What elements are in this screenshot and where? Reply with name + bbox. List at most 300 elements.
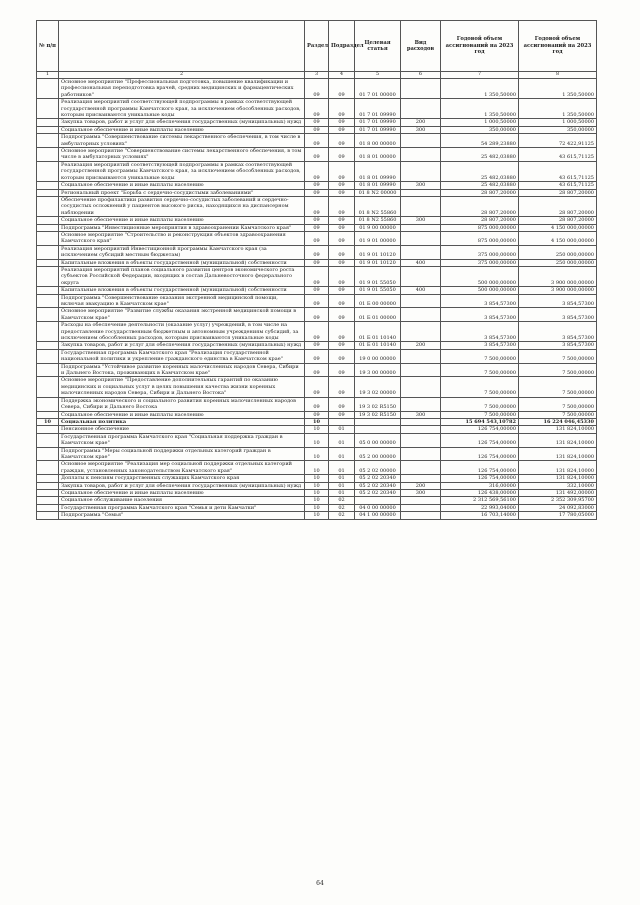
row-target-code: 01 7 01 09990	[355, 99, 401, 119]
row-number	[37, 489, 59, 496]
row-amount-2023: 500 000,00000	[441, 266, 519, 286]
row-amount-2023: 126 754,00000	[441, 433, 519, 447]
row-vid: 300	[401, 126, 441, 133]
row-vid	[401, 475, 441, 482]
table-row	[37, 217, 597, 224]
row-amount-2024: 250 000,00000	[519, 245, 597, 259]
row-amount-2024: 43 615,71125	[519, 182, 597, 189]
row-vid	[401, 231, 441, 245]
table-row	[37, 99, 597, 119]
row-podrazdel: 09	[329, 397, 355, 411]
row-amount-2023: 25 482,03880	[441, 148, 519, 162]
row-amount-2023: 1 000,50000	[441, 119, 519, 126]
col-header-razdel: Раздел	[305, 21, 329, 72]
row-razdel: 10	[305, 512, 329, 519]
row-podrazdel: 09	[329, 148, 355, 162]
row-name: Реализация мероприятий планов социального развития центров экономического роста субъектов Российской Федерации, входящих в состав Дальневосточного федерального округа	[59, 266, 305, 286]
row-amount-2023: 25 482,03880	[441, 161, 519, 181]
row-name: Закупка товаров, работ и услуг для обеспечения государственных (муниципальных) нужд	[59, 482, 305, 489]
row-podrazdel: 09	[329, 217, 355, 224]
table-row	[37, 148, 597, 162]
table-row	[37, 411, 597, 418]
row-vid	[401, 189, 441, 196]
table-row	[37, 512, 597, 519]
row-vid	[401, 99, 441, 119]
row-podrazdel: 09	[329, 349, 355, 363]
row-target-code: 05 2 02 20340	[355, 489, 401, 496]
row-number	[37, 512, 59, 519]
row-amount-2023: 126 754,00000	[441, 447, 519, 461]
table-row	[37, 182, 597, 189]
row-podrazdel: 09	[329, 245, 355, 259]
row-podrazdel: 09	[329, 294, 355, 308]
row-target-code: 01 Б 00 00000	[355, 294, 401, 308]
row-name: Капитальные вложения в объекты государственной (муниципальной) собственности	[59, 287, 305, 294]
row-target-code: 05 2 02 00000	[355, 461, 401, 475]
row-number	[37, 161, 59, 181]
row-razdel: 09	[305, 134, 329, 148]
row-podrazdel	[329, 418, 355, 425]
row-target-code: 01 9 01 55050	[355, 287, 401, 294]
table-row	[37, 482, 597, 489]
row-amount-2024: 28 807,20000	[519, 189, 597, 196]
row-name: Подпрограмма "Устойчивое развитие коренных малочисленных народов Севера, Сибири и Дальнего Востока, проживающих в Камчатском крае"	[59, 363, 305, 377]
row-podrazdel: 09	[329, 322, 355, 342]
row-amount-2024: 7 500,00000	[519, 411, 597, 418]
row-number	[37, 196, 59, 216]
row-vid: 400	[401, 259, 441, 266]
row-amount-2023: 875 000,00000	[441, 231, 519, 245]
row-amount-2023: 15 694 543,10782	[441, 418, 519, 425]
row-podrazdel: 09	[329, 377, 355, 397]
row-podrazdel: 02	[329, 504, 355, 511]
budget-table	[36, 20, 597, 520]
row-amount-2023: 1 350,50000	[441, 79, 519, 99]
row-amount-2023: 7 500,00000	[441, 397, 519, 411]
row-number	[37, 182, 59, 189]
row-name: Региональный проект "Борьба с сердечно-сосудистыми заболеваниями"	[59, 189, 305, 196]
table-row	[37, 287, 597, 294]
table-row	[37, 342, 597, 349]
row-razdel: 10	[305, 418, 329, 425]
row-target-code: 01 9 00 00000	[355, 224, 401, 231]
row-amount-2024: 2 352 309,95700	[519, 497, 597, 504]
row-amount-2024: 3 854,57300	[519, 322, 597, 342]
table-row	[37, 308, 597, 322]
row-razdel: 09	[305, 308, 329, 322]
row-vid: 300	[401, 182, 441, 189]
row-amount-2023: 375 000,00000	[441, 245, 519, 259]
row-name: Основное мероприятие "Строительство и реконструкция объектов здравоохранения Камчатского края"	[59, 231, 305, 245]
row-amount-2024: 131 824,10000	[519, 461, 597, 475]
row-amount-2023: 500 000,00000	[441, 287, 519, 294]
table-row	[37, 189, 597, 196]
row-name: Подпрограмма "Меры социальной поддержки отдельных категорий граждан в Камчатском крае"	[59, 447, 305, 461]
row-podrazdel: 01	[329, 426, 355, 433]
row-amount-2023: 875 000,00000	[441, 224, 519, 231]
col-header-2024: Годовой объем ассигнований на 2023 год	[519, 21, 597, 72]
row-amount-2023: 25 482,03880	[441, 182, 519, 189]
row-vid	[401, 497, 441, 504]
row-razdel: 09	[305, 397, 329, 411]
row-razdel: 09	[305, 363, 329, 377]
row-target-code	[355, 497, 401, 504]
row-number	[37, 342, 59, 349]
row-number	[37, 377, 59, 397]
row-amount-2023: 7 500,00000	[441, 411, 519, 418]
row-razdel: 09	[305, 231, 329, 245]
row-name: Реализация мероприятий соответствующей подпрограммы в рамках соответствующей государственной программы Камчатского края, за исключением обособленных расходов, которым присваиваются уникальные коды	[59, 161, 305, 181]
col-header-target: Целевая статья	[355, 21, 401, 72]
row-razdel: 10	[305, 482, 329, 489]
row-podrazdel: 01	[329, 461, 355, 475]
row-number	[37, 126, 59, 133]
row-name: Реализация мероприятий Инвестиционной программы Камчатского края (за исключением субсидий местным бюджетам)	[59, 245, 305, 259]
table-row	[37, 377, 597, 397]
row-podrazdel: 01	[329, 475, 355, 482]
table-row	[37, 126, 597, 133]
column-index: 3	[305, 72, 329, 79]
row-amount-2024: 250 000,00000	[519, 259, 597, 266]
row-podrazdel: 09	[329, 196, 355, 216]
row-amount-2023: 3 854,57300	[441, 322, 519, 342]
table-row	[37, 489, 597, 496]
table-row	[37, 504, 597, 511]
row-number	[37, 504, 59, 511]
row-amount-2024: 1 350,50000	[519, 79, 597, 99]
row-amount-2024: 43 615,71125	[519, 161, 597, 181]
table-row	[37, 497, 597, 504]
row-number	[37, 349, 59, 363]
row-razdel: 09	[305, 161, 329, 181]
row-vid	[401, 134, 441, 148]
row-name: Социальное обеспечение и иные выплаты населению	[59, 126, 305, 133]
row-razdel: 09	[305, 126, 329, 133]
row-number	[37, 411, 59, 418]
row-vid: 400	[401, 287, 441, 294]
row-number: 10	[37, 418, 59, 425]
row-podrazdel: 09	[329, 231, 355, 245]
row-vid	[401, 349, 441, 363]
row-vid	[401, 266, 441, 286]
row-amount-2024: 1 000,50000	[519, 119, 597, 126]
row-name: Государственная программа Камчатского края "Семья и дети Камчатки"	[59, 504, 305, 511]
column-index: 5	[355, 72, 401, 79]
row-amount-2024: 7 500,00000	[519, 397, 597, 411]
row-name: Пенсионное обеспечение	[59, 426, 305, 433]
row-amount-2024: 43 615,71125	[519, 148, 597, 162]
row-vid	[401, 161, 441, 181]
column-index: 1	[37, 72, 59, 79]
row-name: Подпрограмма "Инвестиционные мероприятия в здравоохранении Камчатского края"	[59, 224, 305, 231]
row-name: Подпрограмма "Совершенствование системы лекарственного обеспечения, в том числе в амбулаторных условиях"	[59, 134, 305, 148]
table-row	[37, 461, 597, 475]
row-podrazdel: 09	[329, 99, 355, 119]
row-amount-2023: 28 807,20000	[441, 217, 519, 224]
table-row	[37, 426, 597, 433]
row-number	[37, 482, 59, 489]
column-index: 6	[401, 72, 441, 79]
row-target-code: 19 3 02 R5150	[355, 411, 401, 418]
row-razdel: 09	[305, 245, 329, 259]
row-amount-2024: 7 500,00000	[519, 363, 597, 377]
row-razdel: 10	[305, 475, 329, 482]
row-vid: 200	[401, 119, 441, 126]
row-target-code: 01 8 01 09990	[355, 182, 401, 189]
row-razdel: 10	[305, 504, 329, 511]
row-target-code	[355, 426, 401, 433]
row-target-code: 19 3 00 00000	[355, 363, 401, 377]
table-row	[37, 475, 597, 482]
row-razdel: 10	[305, 433, 329, 447]
row-number	[37, 322, 59, 342]
table-row	[37, 418, 597, 425]
column-index-row	[37, 72, 597, 79]
row-name: Социальное обеспечение и иные выплаты населению	[59, 182, 305, 189]
row-target-code: 01 8 01 00000	[355, 148, 401, 162]
row-razdel: 09	[305, 322, 329, 342]
row-razdel: 09	[305, 294, 329, 308]
row-number	[37, 294, 59, 308]
row-name: Подпрограмма "Семья"	[59, 512, 305, 519]
row-target-code: 05 2 02 20340	[355, 482, 401, 489]
row-podrazdel: 09	[329, 182, 355, 189]
row-target-code: 01 7 01 09990	[355, 126, 401, 133]
row-vid	[401, 504, 441, 511]
table-row	[37, 196, 597, 216]
table-body	[37, 79, 597, 520]
col-header-2023: Годовой объем ассигнований на 2023 год	[441, 21, 519, 72]
row-target-code: 01 9 01 00000	[355, 231, 401, 245]
row-amount-2023: 316,00000	[441, 482, 519, 489]
row-name: Поддержка экономического и социального развития коренных малочисленных народов Севера, Сибири и Дальнего Востока	[59, 397, 305, 411]
col-header-podrazdel: Подраздел	[329, 21, 355, 72]
table-row	[37, 447, 597, 461]
row-number	[37, 433, 59, 447]
row-amount-2024: 131 824,10000	[519, 426, 597, 433]
row-number	[37, 231, 59, 245]
row-amount-2024: 1 350,50000	[519, 99, 597, 119]
table-row	[37, 119, 597, 126]
table-row	[37, 363, 597, 377]
row-amount-2023: 54 289,23880	[441, 134, 519, 148]
row-razdel: 09	[305, 411, 329, 418]
row-name: Основное мероприятие "Совершенствование системы лекарственного обеспечения, в том числе в амбулаторных условиях"	[59, 148, 305, 162]
row-name: Расходы на обеспечение деятельности (оказание услуг) учреждений, в том числе на предоставление государственным бюджетным и автономным учреждениям субсидий, за исключением обособленных расходов, которым присваиваются уникальные коды	[59, 322, 305, 342]
row-vid	[401, 224, 441, 231]
row-target-code: 01 9 01 55050	[355, 266, 401, 286]
table-row	[37, 322, 597, 342]
row-vid	[401, 79, 441, 99]
column-index: 2	[59, 72, 305, 79]
table-row	[37, 245, 597, 259]
row-target-code: 19 3 02 R5150	[355, 397, 401, 411]
row-amount-2024: 28 807,20000	[519, 196, 597, 216]
row-vid	[401, 512, 441, 519]
row-number	[37, 119, 59, 126]
row-amount-2024: 4 150 000,00000	[519, 224, 597, 231]
row-target-code: 04 1 00 00000	[355, 512, 401, 519]
row-razdel: 09	[305, 148, 329, 162]
row-amount-2023: 126 754,00000	[441, 426, 519, 433]
row-target-code: 01 8 N2 55860	[355, 196, 401, 216]
row-target-code: 01 8 00 00000	[355, 134, 401, 148]
row-razdel: 09	[305, 349, 329, 363]
row-razdel: 10	[305, 426, 329, 433]
row-vid	[401, 294, 441, 308]
row-name: Социальное обеспечение и иные выплаты населению	[59, 217, 305, 224]
row-name: Социальная политика	[59, 418, 305, 425]
row-number	[37, 79, 59, 99]
row-target-code: 01 9 01 10120	[355, 259, 401, 266]
row-amount-2024: 28 807,20000	[519, 217, 597, 224]
row-amount-2024: 332,10000	[519, 482, 597, 489]
row-podrazdel: 09	[329, 287, 355, 294]
row-name: Государственная программа Камчатского края "Реализация государственной национальной политики и укрепление гражданского единства в Камчатском крае"	[59, 349, 305, 363]
row-amount-2024: 7 500,00000	[519, 377, 597, 397]
table-header-row	[37, 21, 597, 72]
row-amount-2024: 3 900 000,00000	[519, 287, 597, 294]
row-razdel: 10	[305, 489, 329, 496]
row-podrazdel: 09	[329, 411, 355, 418]
row-razdel: 10	[305, 447, 329, 461]
row-amount-2023: 3 854,57300	[441, 308, 519, 322]
row-vid	[401, 245, 441, 259]
row-podrazdel: 01	[329, 489, 355, 496]
row-target-code: 01 9 01 10120	[355, 245, 401, 259]
row-number	[37, 245, 59, 259]
row-number	[37, 217, 59, 224]
row-name: Капитальные вложения в объекты государственной (муниципальной) собственности	[59, 259, 305, 266]
row-amount-2024: 131 492,00000	[519, 489, 597, 496]
row-name: Закупка товаров, работ и услуг для обеспечения государственных (муниципальных) нужд	[59, 119, 305, 126]
row-amount-2024: 3 900 000,00000	[519, 266, 597, 286]
row-amount-2024: 24 092,83000	[519, 504, 597, 511]
row-razdel: 09	[305, 342, 329, 349]
row-number	[37, 148, 59, 162]
row-amount-2024: 17 780,05000	[519, 512, 597, 519]
column-index: 7	[441, 72, 519, 79]
row-target-code: 19 3 02 00000	[355, 377, 401, 397]
row-amount-2024: 131 824,10000	[519, 475, 597, 482]
row-name: Реализация мероприятий соответствующей подпрограммы в рамках соответствующей государственной программы Камчатского края, за исключением обособленных расходов, которым присваиваются уникальные коды	[59, 99, 305, 119]
row-amount-2023: 3 854,57300	[441, 342, 519, 349]
row-razdel: 09	[305, 224, 329, 231]
row-number	[37, 363, 59, 377]
row-name: Основное мероприятие "Предоставление дополнительных гарантий по оказанию медицинских и социальных услуг в целях повышения качества жизни коренных малочисленных народов Севера, Сибири и Дальнего Востока"	[59, 377, 305, 397]
row-podrazdel: 09	[329, 363, 355, 377]
row-target-code: 05 2 02 20340	[355, 475, 401, 482]
row-podrazdel: 09	[329, 161, 355, 181]
row-amount-2024: 3 854,57300	[519, 308, 597, 322]
row-podrazdel: 09	[329, 189, 355, 196]
row-number	[37, 99, 59, 119]
row-razdel: 09	[305, 259, 329, 266]
row-number	[37, 308, 59, 322]
row-amount-2023: 1 350,50000	[441, 99, 519, 119]
table-row	[37, 433, 597, 447]
row-number	[37, 266, 59, 286]
row-number	[37, 426, 59, 433]
row-podrazdel: 09	[329, 342, 355, 349]
row-razdel: 09	[305, 79, 329, 99]
row-amount-2023: 375 000,00000	[441, 259, 519, 266]
row-vid	[401, 377, 441, 397]
col-header-num: № п/п	[37, 21, 59, 72]
column-index: 4	[329, 72, 355, 79]
row-amount-2023: 28 807,20000	[441, 196, 519, 216]
row-razdel: 09	[305, 217, 329, 224]
row-name: Обеспечение профилактики развития сердечно-сосудистых заболеваний и сердечно-сосудистых осложнений у пациентов высокого риска, находящихся на диспансерном наблюдении	[59, 196, 305, 216]
row-name: Социальное обслуживание населения	[59, 497, 305, 504]
row-podrazdel: 01	[329, 482, 355, 489]
row-vid: 200	[401, 342, 441, 349]
row-podrazdel: 09	[329, 308, 355, 322]
row-vid: 200	[401, 482, 441, 489]
row-razdel: 09	[305, 119, 329, 126]
table-row	[37, 79, 597, 99]
row-target-code: 01 7 01 00000	[355, 79, 401, 99]
row-razdel: 09	[305, 266, 329, 286]
row-amount-2024: 72 422,91125	[519, 134, 597, 148]
row-target-code: 05 2 00 00000	[355, 447, 401, 461]
row-name: Подпрограмма "Совершенствование оказания экстренной медицинской помощи, включая эвакуацию в Камчатском крае"	[59, 294, 305, 308]
row-podrazdel: 09	[329, 259, 355, 266]
row-amount-2023: 126 438,00000	[441, 489, 519, 496]
row-amount-2024: 3 854,57300	[519, 294, 597, 308]
row-razdel: 10	[305, 461, 329, 475]
row-number	[37, 287, 59, 294]
row-number	[37, 259, 59, 266]
row-vid	[401, 447, 441, 461]
page-number: 64	[316, 880, 324, 887]
row-number	[37, 475, 59, 482]
row-name: Основное мероприятие "Развитие службы оказания экстренной медицинской помощи в Камчатском крае"	[59, 308, 305, 322]
row-amount-2023: 3 854,57300	[441, 294, 519, 308]
row-amount-2023: 7 500,00000	[441, 377, 519, 397]
row-amount-2023: 28 807,20000	[441, 189, 519, 196]
row-target-code: 19 0 00 00000	[355, 349, 401, 363]
table-row	[37, 161, 597, 181]
row-target-code: 05 0 00 00000	[355, 433, 401, 447]
row-target-code: 01 7 01 09990	[355, 119, 401, 126]
row-podrazdel: 09	[329, 266, 355, 286]
row-amount-2023: 16 703,14000	[441, 512, 519, 519]
row-target-code: 01 8 01 09990	[355, 161, 401, 181]
row-vid	[401, 196, 441, 216]
col-header-vid: Вид расходов	[401, 21, 441, 72]
row-vid	[401, 433, 441, 447]
row-podrazdel: 01	[329, 447, 355, 461]
row-razdel: 09	[305, 287, 329, 294]
row-podrazdel: 09	[329, 224, 355, 231]
row-vid: 300	[401, 411, 441, 418]
row-razdel: 09	[305, 196, 329, 216]
row-podrazdel: 02	[329, 512, 355, 519]
row-podrazdel: 09	[329, 119, 355, 126]
row-amount-2024: 131 824,10000	[519, 433, 597, 447]
row-target-code: 04 0 00 00000	[355, 504, 401, 511]
row-vid	[401, 418, 441, 425]
table-row	[37, 397, 597, 411]
row-number	[37, 497, 59, 504]
row-amount-2024: 4 150 000,00000	[519, 231, 597, 245]
row-number	[37, 224, 59, 231]
row-podrazdel: 01	[329, 433, 355, 447]
row-target-code: 01 Б 01 10140	[355, 322, 401, 342]
row-name: Социальное обеспечение и иные выплаты населению	[59, 411, 305, 418]
row-vid: 300	[401, 217, 441, 224]
